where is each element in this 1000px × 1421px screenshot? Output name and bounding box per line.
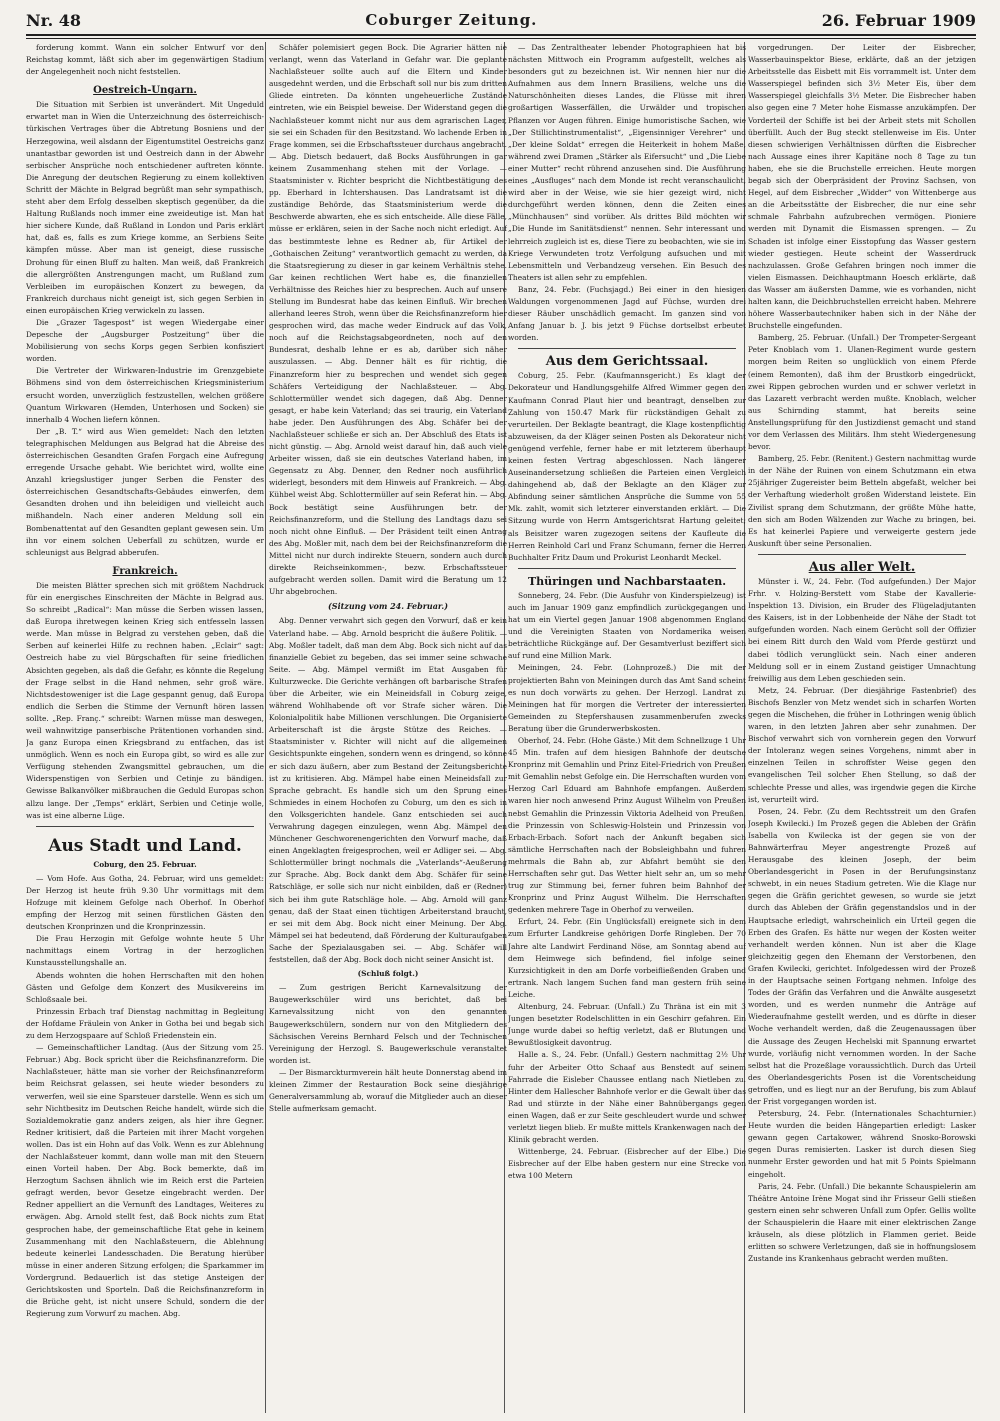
article-text: Die „Grazer Tagespost“ ist wegen Wiedergabe einer Depesche der „Augsburger Postzeitung“ über die Mobilisierung von sechs Korps gegen Serbien konfisziert worden.: [26, 317, 264, 364]
article-text: — Vom Hofe. Aus Gotha, 24. Februar, wird uns gemeldet: Der Herzog ist heute früh 9.30 Uhr vormittags mit dem Hofzuge mit kleinem Gefolge nach Oberhof. In Oberhof empfing der Herzog mit seinen fürstlichen Gästen den deutschen Kronprinzen und die Kronprinzessin.: [26, 873, 264, 932]
article-text: Oberhof, 24. Febr. (Hohe Gäste.) Mit dem Schnellzuge 1 Uhr 45 Min. trafen auf dem hiesigen Bahnhofe der deutsche Kronprinz mit Gemahlin und Prinz Eitel-Friedrich von Preußen mit Gemahlin nebst Gefolge ein. Die Herrschaften wurden vom Herzog Carl Eduard am Bahnhofe empfangen. Außerdem waren hier noch anwesend Prinz August Wilhelm von Preußen nebst Gemahlin die Prinzessin Viktoria Adelheid von Preußen, die Prinzessin von Schleswig-Holstein und Prinzessin von Erbach-Erbach. Sofort nach der Ankunft begaben sich sämtliche Herrschaften nach der Bobsleighbahn und fuhren mehrmals die Bahn ab, zur Abfahrt bemüht sie den Herrschaften sehr gut. Das Wetter hielt sehr an, um so mehr trug zur Stimmung bei, ferner fuhren beim Bahnhof der Kronprinz und Prinz August Wilhelm. Die Herrschaften gedenken mehrere Tage in Oberhof zu verweilen.: [508, 735, 746, 915]
article-text: Die Frau Herzogin mit Gefolge wohnte heute 5 Uhr nachmittags einem Vortrag in der herzoglichen Kunstausstellungshalle an.: [26, 934, 264, 968]
article-text: — Das Zentraltheater lebender Photographieen hat bis nächsten Mittwoch ein Programm aufgestellt, welches als besonders gut zu bezeichnen ist. Wir nennen hier nur die Aufnahmen aus dem Innern Brasiliens, welche uns die Naturschönheiten dieses Landes, die Flüsse mit ihren großartigen Wasserfällen, die Urwälder und tropischen Pflanzen vor Augen führen. Einige humoristische Sachen, wie „Der Stillichtinstrumentalist“, „Eigensinniger Verehrer“ und „Der kleine Soldat“ erregen die Heiterkeit in hohem Maße, während zwei Dramen „Stärker als Eifersucht“ und „Die Liebe einer Mutter“ recht rührend anzusehen sind. Die Ausführung eines „Ausfluges“ nach dem Monde ist recht veranschaulicht, wird aber in der Weise, wie sie hier gezeigt wird, nicht durchgeführt werden können, denn die Zeiten eines „Münchhausen“ sind vorüber. Als drittes Bild möchten wir „Die Hunde im Sanitätsdienst“ nennen. Sehr interessant und lehrreich zugleich ist es, diese Tiere zu beobachten, wie sie im Kriege Verwundeten trotz Verfolgung aufsuchen und mit Lebensmitteln und Verbandzeug versehen. Ein Besuch des Theaters ist allen sehr zu empfehlen.: [508, 43, 746, 282]
column-1: [26, 42, 264, 1413]
article-text: Altenburg, 24. Februar. (Unfall.) Zu Thräna ist ein mit 3 Jungen besetzter Rodelschlitten in ein Geschirr gefahren. Ein Junge wurde dabei so heftig verletzt, daß er Blutungen und Bewußtlosigkeit davontrug.: [508, 1002, 746, 1048]
section-heading-france: Frankreich.: [112, 565, 178, 577]
article-text: Schäfer polemisiert gegen Bock. Die Agrarier hätten nie verlangt, wenn das Vaterland in Gefahr war. Die geplante Nachlaßsteuer sollte auch auf die Eltern und Kinder ausgedehnt werden, und die Erbschaft soll nur bis zum dritten Gliede eintreten. Da könnten ungeheuerliche Zustände eintreten, wie ein Beispiel beweise. Der Widerstand gegen die Nachlaßsteuer kommt nicht nur aus dem agrarischen Lager, sie sei ein Schaden für den Besitzstand. Wo lachende Erben in Frage kommen, sei die Erbschaftssteuer durchaus angebracht. — Abg. Dietsch bedauert, daß Bocks Ausführungen in gar keinem Zusammenhang stehen mit der Vorlage. — Staatsminister v. Richter bespricht die Nichtbestätigung des pp. Eberhard in Ichtershausen. Das Landratsamt ist die zuständige Behörde, das Staatsministerium werde die Beschwerde abwarten, ehe es sich entscheide. Alle diese Fälle, müsse er erklären, seien in der Sache noch nicht erledigt. Auf das bestimmteste lehne es Redner ab, für Artikel der „Gothaischen Zeitung“ verantwortlich gemacht zu werden, da die Staatsregierung zu dieser in gar keinem Verhältnis stehe. Gar keinen rechtlichen Wert habe es, die finanziellen Verhältnisse des Reiches hier zu besprechen. Auch auf unsere Stellung im Bundesrat habe das keinen Einfluß. Wir brechen allerhand leeres Stroh, wenn über die Reichsfinanzreform hier gesprochen wird, das mache weder Eindruck auf das Volk, noch auf die Reichstagsabgeordneten, noch auf den Bundesrat, deshalb lehne er es ab, darüber sich näher auszulassen. — Abg. Denner hält es für richtig, die Finanzreform hier zu besprechen und wendet sich gegen Schäfers Verteidigung der Nachlaßsteuer. — Abg. Schlottermüller wendet sich dagegen, daß Abg. Denner gesagt, er habe kein Vaterland; das sei traurig, ein Vaterland habe jeder. Den Ausführungen des Abg. Schäfer bei der Nachlaßsteuer schließe er sich an. Der Abschluß des Etats ist nicht günstig. — Abg. Arnold weist darauf hin, daß auch viele Arbeiter wissen, daß sie ein deutsches Vaterland haben, im Gegensatz zu Abg. Denner, den Redner noch ausführlich widerlegt, besonders mit dem Hinweis auf Frankreich. — Abg. Kühbel weist Abg. Schlottermüller auf sein Referat hin. — Abg. Bock bestätigt seine Ausführungen betr. der Reichsfinanzreform, und die Stellung des Landtags dazu sei noch nicht ohne Einfluß. — Der Präsident teilt einen Antrag des Abg. Moßler mit, nach dem bei der Reichsfinanzreform die Mittel nicht nur durch indirekte Steuern, sondern auch durch direkte Reichseinkommen-, bezw. Erbschaftssteuer aufgebracht werden sollen. Damit wird die Beratung um 12 Uhr abgebrochen.: [269, 43, 507, 597]
masthead: [26, 6, 976, 34]
column-4: [748, 42, 976, 1413]
article-text: Coburg, 25. Febr. (Kaufmannsgericht.) Es klagt der Dekorateur und Handlungsgehilfe Alfred Wimmer gegen den Kaufmann Conrad Plaut hier und beantragt, denselben zur Zahlung von 150.47 Mark für rückständigen Gehalt zu verurteilen. Der Beklagte beantragt, die Klage kostenpflichtig abzuweisen, da der Kläger seinen Posten als Dekorateur nicht genügend verfehle, ferner habe er mit letzterem überhaupt keinen festen Vertrag abgeschlossen. Nach längerer Auseinandersetzung schließen die Parteien einen Vergleich dahingehend ab, daß der Beklagte an den Kläger zur Abfindung seiner sämtlichen Ansprüche die Summe von 55 Mk. zahlt, womit sich letzterer einverstanden erklärt. — Die Sitzung wurde von Herrn Amtsgerichtsrat Hartung geleitet; als Beisitzer waren zugezogen seitens der Kaufleute die Herren Reinhold Carl und Franz Schumann, ferner die Herren Buchhalter Fritz Daum und Prokurist Leonhardt Meckel.: [508, 371, 746, 562]
header-rule-thin: [26, 38, 976, 39]
issue-date: 26. Februar 1909: [821, 10, 976, 30]
article-text: Der „B. T.“ wird aus Wien gemeldet: Nach den letzten telegraphischen Meldungen aus Belgrad hat die Abreise des österreichischen Gesandten Grafen Forgach eine Aufregung erregende Ursache gehabt. Wie berichtet wird, wollte eine Anzahl kriegslustiger junger Serben die Fenster des österreichischen Gesandtschafts-Gebäudes einwerfen, dem Gesandten drohen und ihn beleidigen und vielleicht auch mißhandeln. Nach einer anderen Meldung soll ein Bombenattentat auf den Gesandten geplant gewesen sein. Um ihn vor einem solchen Ueberfall zu schützen, wurde er schleunigst aus Belgrad abberufen.: [26, 426, 264, 557]
section-heading-gerichtssaal: Aus dem Gerichtssaal.: [545, 354, 709, 370]
article-text: Wittenberge, 24. Februar. (Eisbrecher auf der Elbe.) Die Eisbrecher auf der Elbe haben gestern nur eine Strecke von etwa 100 Metern: [508, 1147, 746, 1181]
article-text: Prinzessin Erbach traf Dienstag nachmittag in Begleitung der Hofdame Fräulein von Anker in Gotha bei und begab sich zu dem Herzogspaare auf Schloß Friedenstein ein.: [26, 1006, 264, 1041]
article-text: forderung kommt. Wann ein solcher Entwurf vor den Reichstag kommt, läßt sich aber im gegenwärtigen Stadium der Angelegenheit noch nicht feststellen.: [26, 43, 264, 77]
article-text: Petersburg, 24. Febr. (Internationales Schachturnier.) Heute wurden die beiden Hängepartien erledigt: Lasker gewann gegen Cartakower, während Snosko-Borowski gegen Duras remisierten. Lasker ist durch diesen Sieg nunmehr Erster geworden und hat mit 5 Points Spielmann eingeholt.: [748, 1109, 976, 1179]
column-2: [269, 42, 507, 1413]
article-text: — Zum gestrigen Bericht Karnevalsitzung der Baugewerkschüler wird uns berichtet, daß bei Karnevalssitzung nicht von den genannten Baugewerkschülern, sondern nur von den Mitgliedern des Sächsischen Vereins Bernhard Felsch und der Technischen Vereinigung der Herzogl. S. Baugewerkschule veranstaltet worden ist.: [269, 983, 507, 1065]
session-heading: (Sitzung vom 24. Februar.): [328, 601, 448, 612]
article-text: — Gemeinschaftlicher Landtag. (Aus der Sitzung vom 25. Februar.) Abg. Bock spricht über die Reichsfinanzreform. Die Nachlaßsteuer, hätte man sie vorher der Reichsfinanzreform beim Reichsrat gelassen, sei heute wieder besonders zu verwerfen, weil sie eine Sparsteuer darstelle. Wenn es sich um sehr Nichtbesitz im Deutschen Reiche handelt, würde sich die Sozialdemokratie ganz anders zeigen, als hier ihre Gegner. Redner kritisiert, daß die Parteien mit ihrer Macht vorgehen wollen. Das ist ein Hohn auf das Volk. Wenn es zur Ablehnung der Nachlaßsteuer kommt, dann wolle man mit den Steuern einen Vorteil haben. Der Abg. Bock bemerkte, daß im Herzogtum Sachsen ähnlich wie im Reich erst die Parteien gefragt werden, bevor Gesetze eingebracht werden. Der Redner appelliert an die Vernunft des Landtages, Weiteres zu erwägen. Abg. Arnold stellt fest, daß Bock nichts zum Etat gesprochen habe, der gemeinschaftliche Etat gehe in keinem Zusammenhang mit den Nachlaßsteuern, die Ablehnung bedeute keinerlei Landesschaden. Die Beratung hierüber müsse in einer anderen Sitzung erfolgen; die Sparkammer im Vordergrund. Bedauerlich ist das stetige Ansteigen der Gerichtskosten und Sporteln. Daß die Reichsfinanzreform in die Brüche geht, ist nicht unsere Schuld, sondern die der Regierung zum Vorwurf zu machen. Abg.: [26, 1043, 264, 1319]
column-divider: [265, 42, 266, 1413]
article-text: Metz, 24. Februar. (Der diesjährige Fastenbrief) des Bischofs Benzler von Metz wendet sich in scharfen Worten gegen die Mischehen, die früher in Lothringen wenig üblich waren, in den letzten Jahren aber sehr zunahmen. Der Bischof verwahrt sich von vornherein gegen den Vorwurf der Intoleranz wegen seines Vorgehens, nimmt aber in einzelnen Teilen in schroffster Weise gegen den evangelischen Teil solcher Ehen Stellung, so daß der schlechte Presse und alles, was irgendwie gegen die Kirche ist, verurteilt wird.: [748, 685, 976, 804]
section-heading-austria: Oestreich-Ungarn.: [93, 85, 197, 97]
article-text: vorgedrungen. Der Leiter der Eisbrecher, Wasserbauinspektor Biese, erklärte, daß an der jetzigen Arbeitsstelle das Eisbett mit Eis vorrammelt ist. Unter dem Wasserspiegel befinden sich 3½ Meter Eis, über dem Wasserspiegel gleichfalls 3½ Meter. Die Eisbrecher haben also gegen eine 7 Meter hohe Eismasse anzukämpfen. Der Vorderteil der Schiffe ist bei der Arbeit stets mit Schollen überfüllt. Auch der Bug steckt stellenweise im Eis. Unter diesen schwierigen Verhältnissen dürften die Eisbrecher nach Aussage eines ihrer Kapitäne noch 8 Tage zu tun haben, ehe sie die Bruchstelle erreichen. Heute morgen begab sich der Oberpräsident der Provinz Sachsen, von Hegel, auf dem Eisbrecher „Widder“ von Wittenberge aus an die Arbeitsstätte der Eisbrecher, die nur eine sehr schmale Fahrbahn aufzubrechen vermögen. Pioniere werden mit Dynamit die Eismassen sprengen. — Zu Schaden ist infolge einer Eisstopfung das Wasser gestern wieder gestiegen. Heute scheint der Wasserdruck nachzulassen. Große Gefahren bringen noch immer die vielen Eismassen. Deichhauptmann Hoesch erklärte, daß das Wasser am äußersten Damme, wie es vorhanden, nicht halten kann, die Deichbruchstellen erreicht haben. Mehrere höhere Wasserbautechniker haben sich in der Nähe der Bruchstelle eingefunden.: [748, 43, 976, 331]
article-text: Meiningen, 24. Febr. (Lohnprozeß.) Die mit der projektierten Bahn von Meiningen durch das Amt Sand scheint es nun doch vorwärts zu gehen. Der Herzogl. Landrat zu Meiningen hat für morgen die Vertreter der interessierten Gemeinden zu Stepfershausen zusammenberufen zwecks Beratung über die Grunderwerbskosten.: [508, 663, 746, 733]
continued-note: (Schluß folgt.): [357, 969, 419, 979]
paper-title: Coburger Zeitung.: [365, 11, 538, 29]
article-text: Banz, 24. Febr. (Fuchsjagd.) Bei einer in den hiesigen Waldungen vorgenommenen Jagd auf Füchse, wurden drei dieser Räuber unschädlich gemacht. Im ganzen sind von Anfang Januar b. J. bis jetzt 9 Füchse dortselbst erbeutet worden.: [508, 284, 746, 343]
article-text: Erfurt, 24. Febr. (Ein Unglücksfall) ereignete sich in dem zum Erfurter Landkreise gehörigen Dorfe Ringleben. Der 70 Jahre alte Landwirt Ferdinand Nöse, am Sonntag abend auf dem Heimwege sich befindend, fiel infolge seiner Kurzsichtigkeit in den am Dorfe vorbeifließenden Graben und ertrank. Nach langem Suchen fand man gestern früh seine Leiche.: [508, 917, 746, 999]
article-text: Sonneberg, 24. Febr. (Die Ausfuhr von Kinderspielzeug) ist auch im Januar 1909 ganz empfindlich zurückgegangen und hat um ein Viertel gegen Januar 1908 abgenommen England und die Vereinigten Staaten von Nordamerika weisen beträchtliche Rückgänge auf. Der Gesamtverlust beziffert sich auf rund eine Million Mark.: [508, 590, 746, 661]
article-text: Halle a. S., 24. Febr. (Unfall.) Gestern nachmittag 2½ Uhr fuhr der Arbeiter Otto Schaaf aus Benstedt auf seinem Fahrrade die Eisleber Chaussee entlang nach Nietleben zu. Hinter dem Hallescher Bahnhofe verlor er die Gewalt über das Rad und stürzte in der Nähe einer Bahnübergangs gegen einen Wagen, daß er zur Seite geschleudert wurde und schwer verletzt liegen blieb. Er mußte mittels Krankenwagen nach der Klinik gebracht werden.: [508, 1050, 746, 1145]
divider: [758, 554, 966, 555]
section-heading-aller-welt: Aus aller Welt.: [808, 559, 916, 575]
article-text: Bamberg, 25. Februar. (Unfall.) Der Trompeter-Sergeant Peter Knoblach vom 1. Ulanen-Regiment wurde gestern morgen beim Reiten so unglücklich von einem Pferde (einem Remonten), daß ihm der Brustkorb eingedrückt, zwei Rippen gebrochen wurden und er schwer verletzt in das Lazarett verbracht werden mußte. Knoblach, welcher aus Schirnding stammt, hat bereits seine Anstellungsprüfung für den Justizdienst gemacht und stand vor dem Verlassen des Militärs. Ihm steht Wiedergenesung bevor.: [748, 333, 976, 452]
article-text: Abends wohnten die hohen Herrschaften mit den hohen Gästen und Gefolge dem Konzert des Musikvereins im Schloßsaale bei.: [26, 970, 264, 1004]
dateline: Coburg, den 25. Februar.: [93, 859, 197, 869]
article-text: Paris, 24. Febr. (Unfall.) Die bekannte Schauspielerin am Théâtre Antoine Irène Mogat sind ihr Frisseur Gelli stießen gestern einen sehr schweren Unfall zum Opfer. Gellis wollte der Schauspielerin die Haare mit einer elektrischen Zange kräuseln, als diese plötzlich in Flammen geriet. Beide erlitten so schwere Verletzungen, daß sie in hoffnungslosem Zustande ins Krankenhaus gebracht werden mußten.: [748, 1181, 976, 1264]
page-number: Nr. 48: [26, 10, 81, 30]
article-text: Die Vertreter der Wirkwaren-Industrie im Grenzgebiete Böhmens sind von dem österreichischen Kriegsministerium ersucht worden, unverzüglich festzustellen, welchen größere Quantum Wirkwaren (Hemden, Unterhosen und Socken) sie innerhalb 4 Wochen liefern können.: [26, 366, 264, 424]
article-text: Die meisten Blätter sprechen sich mit größtem Nachdruck für ein energisches Einschreiten der Mächte in Belgrad aus. So schreibt „Radical“: Man müsse die Serben wissen lassen, daß Europa ihretwegen keinen Krieg sich entfesseln lassen werde. Man müsse in Belgrad zu verstehen geben, daß die Serben auf keinerlei Hilfe zu rechnen haben. „Eclair“ sagt: Oestreich habe zu viel Bürgschaften für seine friedlichen Absichten gegeben, als daß die Gefahr, es könnte die Regelung der Frage selbst in die Hand nehmen, sehr groß wäre. Nichtsdestoweniger ist die Lage gespannt genug, daß Europa endlich die Serben die Stimme der Vernunft hören lassen sollte. „Rep. Franç.“ schreibt: Warnen müsse man deswegen, weil wahnwitzige panserbische Prätentionen vorhanden sind. Ja ganz Europa einen Kriegsbrand zu entfachen, das ist unmöglich. Wenn es noch ein Europa gibt, so wird es alle zur Verfügung stehenden Zwangsmittel gebrauchen, um die Widerspenstigen von Serbien und Cetinje zu bändigen. Gewisse Balkanvölker mißbrauchen die Geduld Europas schon allzu lange. Der „Temps“ erklärt, Serbien und Cetinje wolle, was ist eine albernе Lüge.: [26, 580, 264, 820]
article-text: Posen, 24. Febr. (Zu dem Rechtsstreit um den Grafen Joseph Kwilecki.) Im Prozeß gegen die Ableben der Gräfin Isabella von Kwilecka ist der gegen sie von der Bahnwärterfrau Meyer angestrengte Prozeß auf Herausgabe des kleinen Joseph, der beim Oberlandesgericht in Posen in der Berufungsinstanz schwebt, in ein neues Stadium getreten. Wie die Klage nur gegen die Gräfin gerichtet gewesen, so wurde sie jetzt durch das Ableben der Gräfin gegenstandslos und in der Hauptsache erledigt, wahrscheinlich ein Urteil gegen die Erben des Grafen. Es hätte nur wegen der Kosten weiter verhandelt werden können. Nun ist aber die Klage gleichzeitig gegen den Ehemann der Verstorbenen, den Grafen Kwilecki, gerichtet. Infolgedessen wird der Prozeß in der Hauptsache seinen Fortgang nehmen. Infolge des Todes der Gräfin das Verfahren und die Anwälte ausgesetzt worden, und es werden nunmehr die Anträge auf Wiederaufnahme gestellt werden, und es dürfte in dieser Woche verhandelt werden, daß die Zeugenaussagen über die Aussage des Zeugen Hechelski mit Spannung erwartet wurde, vorläufig nicht vernommen worden. In der Sache selbst hat die Prozeßlage voraussichtlich. Durch das Urteil des Oberlandesgerichts Posen ist die Vorentscheidung getroffen, und es liegt nur an der Berufung, bis zum Ablauf der Frist vorgegangen worden ist.: [748, 806, 976, 1106]
section-heading-stadt-und-land: Aus Stadt und Land.: [48, 835, 242, 856]
article-text: Die Situation mit Serbien ist unverändert. Mit Ungeduld erwartet man in Wien die Unterzeichnung des österreichisch-türkischen Vertrages über die Abtretung Bosniens und der Herzegowina, weil alsdann der Eigentumstitel Oestreichs ganz unantastbar geworden ist und Oestreich dann in der Abwehr serbischer Ansprüche noch entschiedener auftreten könnte. Die Anregung der deutschen Regierung zu einem kollektiven Schritt der Mächte in Belgrad begrüßt man sehr sympathisch, steht aber dem Erfolg desselben skeptisch gegenüber, da die Haltung Rußlands noch immer eine zweideutige ist. Man hat hier sichere Kunde, daß Rußland in London und Paris erklärt hat, daß es, falls es zum Kriege komme, an Serbiens Seite kämpfen müsse. Aber man ist geneigt, diese russische Drohung für einen Bluff zu halten. Man weiß, daß Frankreich die allergrößten Anstrengungen macht, um Rußland zum Verbleiben im europäischen Konzert zu bewegen, da Frankreich durchaus nicht geneigt ist, sich gegen Serbien in einen europäischen Krieg verwickeln zu lassen.: [26, 100, 264, 315]
article-text: — Der Bismarckturmverein hält heute Donnerstag abend im kleinen Zimmer der Restauration Bock seine diesjährige Generalversammlung ab, worauf die Mitglieder auch an dieser Stelle aufmerksam gemacht.: [269, 1067, 507, 1114]
column-3: [508, 42, 746, 1413]
header-rule: [26, 34, 976, 36]
divider: [518, 568, 736, 569]
article-text: Bamberg, 25. Febr. (Renitent.) Gestern nachmittag wurde in der Nähe der Ruinen von einem Schutzmann ein etwa 25jähriger Zugereister beim Betteln abgefaßt, welcher bei der Verhaftung wiederholt großen Widerstand leistete. Ein Zivilist sprang dem Schutzmann, der größte Mühe hatte, den sich am Boden Wälzenden zur Wache zu bringen, bei. Es hat keinerlei Papiere und verweigerte gestern jede Auskunft über seine Personalien.: [748, 454, 976, 548]
divider: [518, 348, 736, 349]
article-text: Münster i. W., 24. Febr. (Tod aufgefunden.) Der Major Frhr. v. Holzing-Berstett vom Stabe der Kavallerie-Inspektion 13. Division, ein Bruder des Flügeladjutanten des Kaisers, ist in der Lobbenheide der Nähe der Stadt tot aufgefunden worden. Nach einem Gerücht soll der Offizier bei einem Ritt durch den Wald vom Pferde gestürzt und dabei tödlich verunglückt sein. Nach einer anderen Meldung soll er in einem Zustand geistiger Umnachtung freiwillig aus dem Leben geschieden sein.: [748, 576, 976, 683]
article-text: Abg. Denner verwahrt sich gegen den Vorwurf, daß er kein Vaterland habe. — Abg. Arnold bespricht die äußere Politik. — Abg. Moßler tadelt, daß man dem Abg. Bock sich nicht auf das finanzielle Gebiet zu begeben, das sei immer seine schwache Seite. — Abg. Mämpel vermißt im Etat Ausgaben für Kulturzwecke. Die Gerichte verhängen oft barbarische Strafen über die Arbeiter, wie ein Meineidsfall in Coburg zeige, während Wohlhabende oft vor Strafe sicher wären. Die Kolonialpolitik habe Millionen verschlungen. Die Organisierte Arbeiterschaft ist die ärgste Stütze des Reiches. — Staatsminister v. Richter will nicht auf die allgemeinen Gesichtspunkte eingehen, sondern wenn es dringend, so könne er sich dazu äußern, aber zum Bestand der Zeitungsberichte ist zu kritisieren. Abg. Mämpel habe einen Meineidsfall zur Sprache gebracht. Es handle sich um den Sprung eines Schmiedes in einem Hochofen zu Coburg, um den es sich in den Volksgerichten handele. Ganz entschieden sei auch Verwahrung dagegen einzulegen, wenn Abg. Mämpel den Münchener Geschworenengerichten den Vorwurf mache, daß einen Angeklagten freigesprochen, weil er Adliger sei. — Abg. Schlottermüller bringt nochmals die „Vaterlands“-Aeußerung zur Sprache. Abg. Bock dankt dem Abg. Schäfer für seine Ratschläge, er solle sich nur nicht einbilden, daß er (Redner) sich bei ihm gute Ratschläge hole. — Abg. Arnold will ganz genau, daß der Staat einen tüchtigen Arbeiterstand braucht, er sei mit dem Abg. Bock nicht einer Meinung. Der Abg. Mämpel sei hat bedeutend, daß Förderung der Kulturaufgaben Sache der Spezialausgaben sei. — Abg. Schäfer will feststellen, daß der Abg. Bock doch nicht seiner Ansicht ist.: [269, 616, 507, 965]
section-heading-thueringen: Thüringen und Nachbarstaaten.: [527, 574, 727, 588]
divider: [36, 826, 254, 827]
